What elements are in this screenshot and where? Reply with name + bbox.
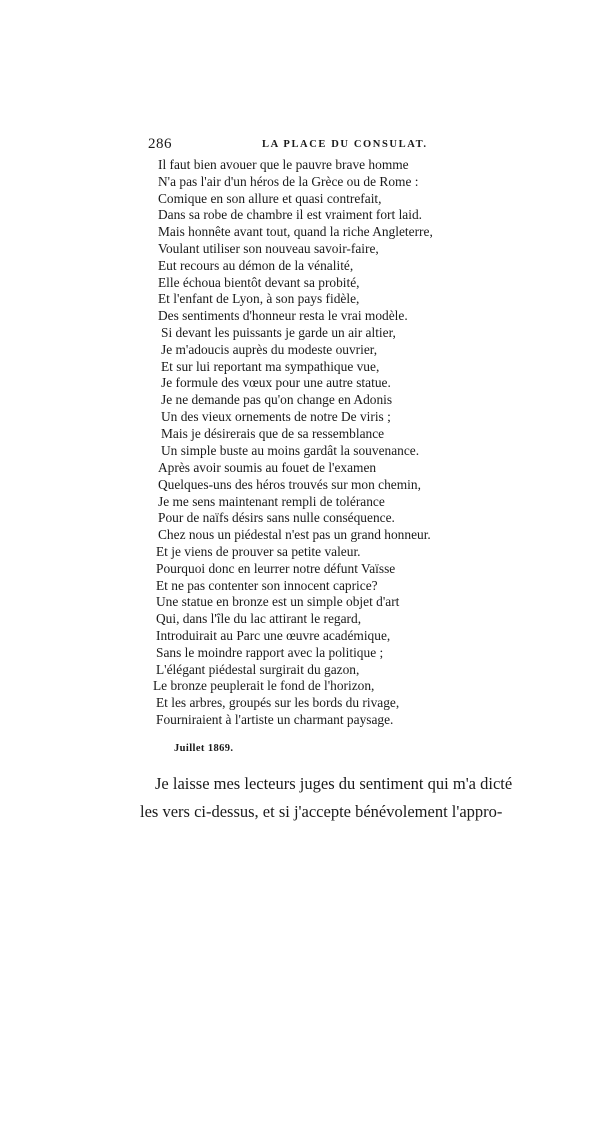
verse-line: Chez nous un piédestal n'est pas un grand honneur. — [158, 527, 431, 543]
verse-line: N'a pas l'air d'un héros de la Grèce ou de Rome : — [158, 173, 419, 189]
verse-line: Voulant utiliser son nouveau savoir-faire, — [158, 240, 379, 256]
verse-line: Je me sens maintenant rempli de tolérance — [158, 493, 385, 509]
verse-line: Sans le moindre rapport avec la politique ; — [156, 644, 384, 660]
verse-line: Comique en son allure et quasi contrefait, — [158, 190, 382, 206]
running-head — [148, 136, 448, 156]
verse-line: Mais honnête avant tout, quand la riche Angleterre, — [158, 224, 433, 240]
verse-line: Dans sa robe de chambre il est vraiment fort laid. — [158, 207, 423, 223]
verse-line: Le bronze peuplerait le fond de l'horizon, — [153, 678, 375, 694]
poem-stanza-1 — [158, 157, 433, 459]
poem-date: Juillet 1869. — [174, 743, 234, 754]
verse-line: Et je viens de prouver sa petite valeur. — [156, 543, 361, 559]
verse-line: Et ne pas contenter son innocent caprice? — [156, 577, 378, 593]
verse-line: Qui, dans l'île du lac attirant le regard, — [156, 611, 362, 627]
verse-line: Une statue en bronze est un simple objet d'art — [156, 594, 400, 610]
verse-line: Si devant les puissants je garde un air altier, — [161, 324, 396, 340]
verse-line: Des sentiments d'honneur resta le vrai modèle. — [158, 308, 408, 324]
verse-line: Eut recours au démon de la vénalité, — [158, 257, 354, 273]
verse-line: Introduirait au Parc une œuvre académique, — [156, 627, 391, 643]
verse-line: Je ne demande pas qu'on change en Adonis — [161, 392, 393, 408]
verse-line: Il faut bien avouer que le pauvre brave homme — [158, 157, 409, 172]
verse-line: Et les arbres, groupés sur les bords du rivage, — [156, 695, 400, 711]
verse-line: Pourquoi donc en leurrer notre défunt Vaïsse — [156, 560, 396, 576]
verse-line: Fourniraient à l'artiste un charmant paysage. — [156, 711, 394, 727]
running-title: LA PLACE DU CONSULAT. — [262, 139, 428, 150]
prose-line: les vers ci-dessus, et si j'accepte bénévolement l'appro- — [140, 802, 503, 821]
verse-line: Un simple buste au moins gardât la souvenance. — [161, 442, 420, 458]
prose-line: Je laisse mes lecteurs juges du sentiment qui m'a dicté — [155, 774, 513, 793]
poem-stanza-2 — [153, 460, 431, 729]
verse-line: Pour de naïfs désirs sans nulle conséquence. — [158, 510, 395, 526]
verse-line: Et sur lui reportant ma sympathique vue, — [161, 358, 380, 374]
verse-line: Et l'enfant de Lyon, à son pays fidèle, — [158, 291, 360, 307]
page-number: 286 — [148, 136, 172, 152]
verse-line: Elle échoua bientôt devant sa probité, — [158, 274, 360, 290]
verse-line: Je m'adoucis auprès du modeste ouvrier, — [161, 341, 378, 357]
verse-line: Un des vieux ornements de notre De viris ; — [161, 408, 391, 424]
verse-line: Mais je désirerais que de sa ressemblance — [161, 425, 385, 441]
verse-line: Après avoir soumis au fouet de l'examen — [158, 460, 377, 475]
prose-paragraph — [140, 770, 513, 826]
verse-line: Quelques-uns des héros trouvés sur mon chemin, — [158, 476, 421, 492]
verse-line: L'élégant piédestal surgirait du gazon, — [156, 661, 360, 677]
verse-line: Je formule des vœux pour une autre statue. — [161, 375, 391, 391]
